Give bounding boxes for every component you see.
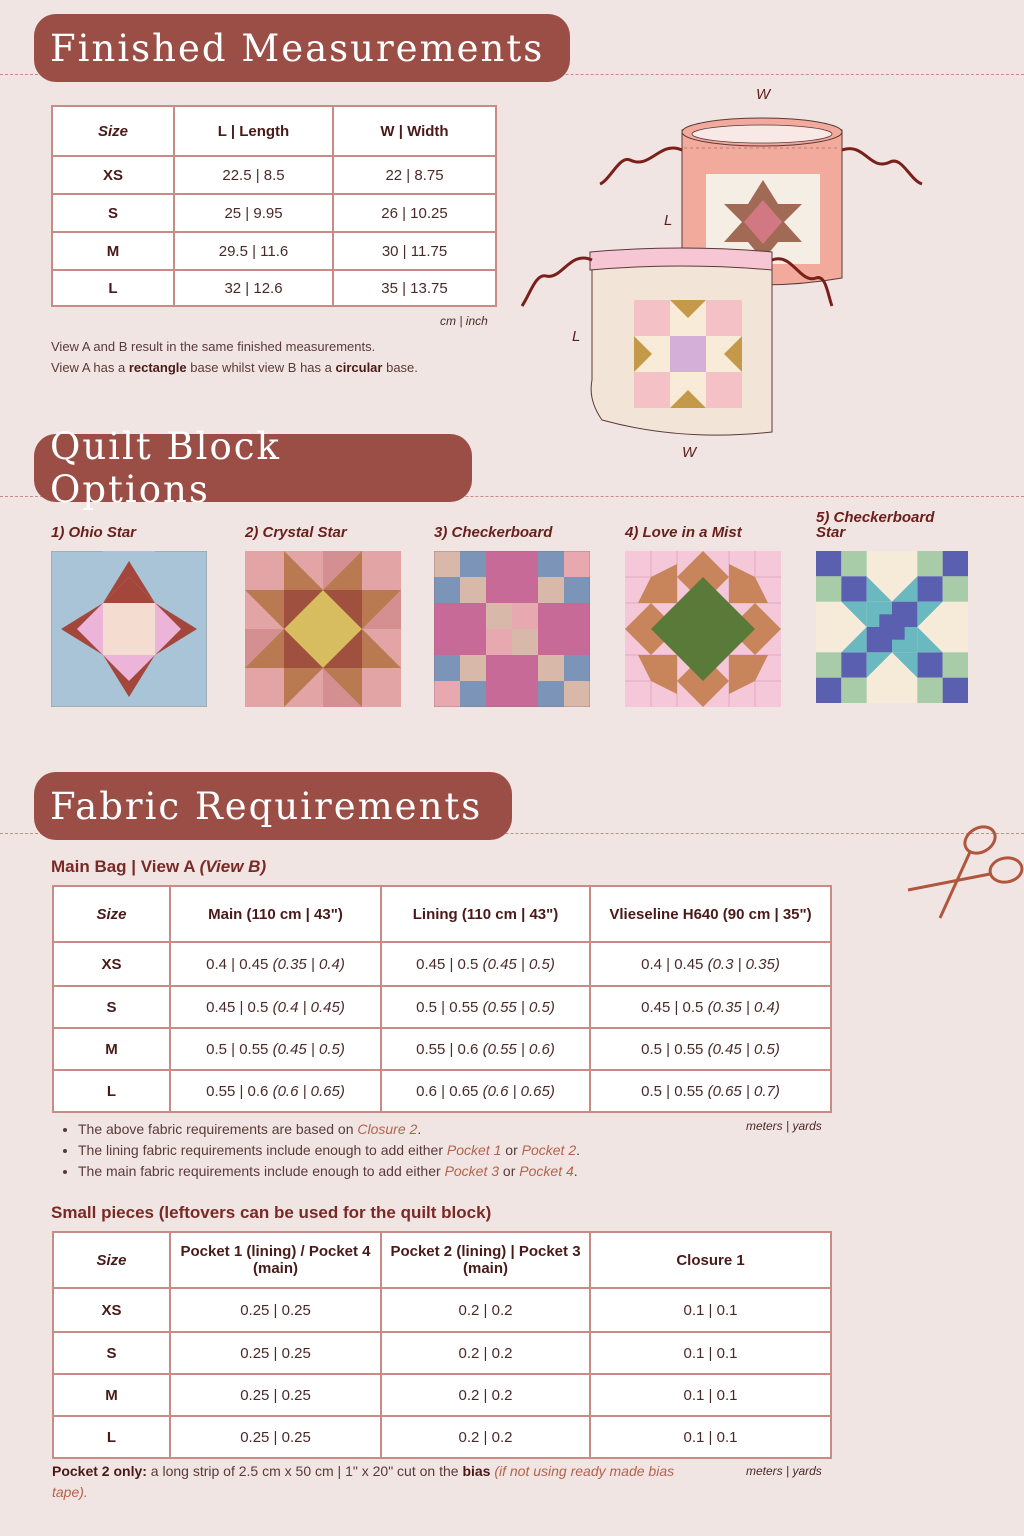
note-line-1: View A and B result in the same finished measurements. [51, 339, 376, 354]
size-cell: L [52, 270, 174, 306]
table-row [53, 1070, 831, 1112]
block-label: 2) Crystal Star [245, 524, 347, 541]
header-width: W | Width [333, 106, 496, 156]
note-text: . [417, 1121, 422, 1137]
vlieseline-cell [590, 986, 831, 1028]
lining-cell [381, 986, 590, 1028]
main-bag-title-view-b: (View B) [199, 857, 267, 876]
block-label: 1) Ohio Star [51, 524, 137, 541]
section-title-fabric: Fabric Requirements [34, 772, 512, 840]
note-text: base whilst view B has a [186, 360, 336, 375]
value-a: 0.4 | 0.45 [206, 955, 269, 973]
size-cell: M [52, 232, 174, 270]
checkerboard-star-block [816, 551, 968, 703]
section-title-finished: Finished Measurements [34, 14, 570, 82]
size-cell: M [53, 1374, 170, 1416]
size-cell: XS [52, 156, 174, 194]
pocket2-cell: 0.2 | 0.2 [381, 1288, 590, 1332]
table-row [53, 1332, 831, 1374]
size-cell: XS [53, 942, 170, 986]
closure1-cell: 0.1 | 0.1 [590, 1288, 831, 1332]
length-cell: 25 | 9.95 [174, 194, 333, 232]
value-a: 0.5 | 0.55 [641, 1082, 704, 1100]
note-text: . [576, 1142, 580, 1158]
scissors-icon [900, 818, 1024, 924]
size-cell: S [53, 1332, 170, 1374]
bag-label-w: W [682, 444, 697, 461]
value-b: (0.35 | 0.4) [707, 998, 780, 1016]
table-row [53, 942, 831, 986]
pocket1-cell: 0.25 | 0.25 [170, 1332, 381, 1374]
value-b: (0.55 | 0.6) [482, 1040, 555, 1058]
header-lining: Lining (110 cm | 43") [381, 886, 590, 942]
width-cell: 26 | 10.25 [333, 194, 496, 232]
value-b: (0.65 | 0.7) [707, 1082, 780, 1100]
pocket1-cell: 0.25 | 0.25 [170, 1288, 381, 1332]
main-cell [170, 986, 381, 1028]
header-size: Size [53, 1232, 170, 1288]
bag-label-l: L [664, 212, 673, 229]
list-item [78, 1161, 580, 1182]
pocket-link[interactable]: Pocket 1 [446, 1142, 502, 1158]
header-main: Main (110 cm | 43") [170, 886, 381, 942]
main-cell [170, 1070, 381, 1112]
footnote-bias: bias [462, 1463, 491, 1479]
note-bold: rectangle [128, 360, 187, 375]
bag-illustration [510, 80, 940, 470]
note-text: or [499, 1163, 520, 1179]
note-text: The above fabric requirements are based on [78, 1121, 358, 1137]
pocket-link[interactable]: Pocket 3 [444, 1163, 500, 1179]
value-a: 0.45 | 0.5 [641, 998, 704, 1016]
header-pocket1: Pocket 1 (lining) / Pocket 4 (main) [170, 1232, 381, 1288]
size-cell: M [53, 1028, 170, 1070]
width-cell: 30 | 11.75 [333, 232, 496, 270]
lining-cell [381, 1028, 590, 1070]
table-row [52, 156, 496, 194]
size-cell: S [52, 194, 174, 232]
pocket-link[interactable]: Pocket 2 [521, 1142, 577, 1158]
checkerboard-block [434, 551, 590, 707]
main-bag-title [51, 857, 266, 877]
table-row [53, 1028, 831, 1070]
vlieseline-cell [590, 1070, 831, 1112]
header-size: Size [53, 886, 170, 942]
length-cell: 29.5 | 11.6 [174, 232, 333, 270]
small-pieces-title: Small pieces (leftovers can be used for the quilt block) [51, 1203, 492, 1222]
small-pieces-table [52, 1231, 832, 1459]
value-b: (0.4 | 0.45) [272, 998, 345, 1016]
main-bag-title-text: Main Bag | View A [51, 857, 195, 876]
note-text: The main fabric requirements include enough to add either [78, 1163, 445, 1179]
bag-label-w: W [756, 86, 771, 103]
note-text: . [573, 1163, 578, 1179]
size-cell: S [53, 986, 170, 1028]
list-item [78, 1140, 580, 1161]
unit-note: cm | inch [440, 314, 488, 328]
size-cell: XS [53, 1288, 170, 1332]
closure1-cell: 0.1 | 0.1 [590, 1416, 831, 1458]
ohio-star-block [51, 551, 207, 707]
value-a: 0.55 | 0.6 [206, 1082, 269, 1100]
finished-note [51, 336, 418, 378]
value-a: 0.5 | 0.55 [641, 1040, 704, 1058]
width-cell: 35 | 13.75 [333, 270, 496, 306]
lining-cell [381, 942, 590, 986]
pocket2-cell: 0.2 | 0.2 [381, 1374, 590, 1416]
note-bold: circular [335, 360, 383, 375]
value-b: (0.35 | 0.4) [272, 955, 345, 973]
crystal-star-block [245, 551, 401, 707]
footnote-text: a long strip of 2.5 cm x 50 cm | 1" x 20" cut on the [146, 1463, 463, 1479]
pocket1-cell: 0.25 | 0.25 [170, 1374, 381, 1416]
pocket2-cell: 0.2 | 0.2 [381, 1332, 590, 1374]
table-row [53, 1416, 831, 1458]
footnote-bold: Pocket 2 only: [52, 1463, 147, 1479]
table-row [52, 194, 496, 232]
value-b: (0.55 | 0.5) [482, 998, 555, 1016]
footnote-note: (if not using ready made bias tape). [52, 1463, 675, 1500]
note-text: base. [382, 360, 418, 375]
value-a: 0.5 | 0.55 [416, 998, 479, 1016]
note-text: or [501, 1142, 522, 1158]
width-cell: 22 | 8.75 [333, 156, 496, 194]
main-bag-table [52, 885, 832, 1113]
size-cell: L [53, 1070, 170, 1112]
header-size: Size [52, 106, 174, 156]
value-a: 0.5 | 0.55 [206, 1040, 269, 1058]
note-line-2 [51, 357, 418, 378]
table-row [53, 1288, 831, 1332]
value-a: 0.4 | 0.45 [641, 955, 704, 973]
table-header-row [52, 106, 496, 156]
section-title-quilt: Quilt Block Options [34, 434, 472, 502]
block-label: 5) Checkerboard Star [816, 509, 935, 541]
size-cell: L [53, 1416, 170, 1458]
value-b: (0.45 | 0.5) [272, 1040, 345, 1058]
pocket-link[interactable]: Pocket 4 [519, 1163, 574, 1179]
value-b: (0.3 | 0.35) [707, 955, 780, 973]
table-row [52, 270, 496, 306]
value-a: 0.6 | 0.65 [416, 1082, 479, 1100]
value-a: 0.55 | 0.6 [416, 1040, 479, 1058]
note-text: View A has a [51, 360, 129, 375]
pocket1-cell: 0.25 | 0.25 [170, 1416, 381, 1458]
unit-note: meters | yards [746, 1119, 822, 1133]
header-closure1: Closure 1 [590, 1232, 831, 1288]
length-cell: 32 | 12.6 [174, 270, 333, 306]
closure-link[interactable]: Closure 2 [357, 1121, 418, 1137]
vlieseline-cell [590, 1028, 831, 1070]
list-item [78, 1119, 580, 1140]
block-label: 4) Love in a Mist [625, 524, 742, 541]
table-row [52, 232, 496, 270]
length-cell: 22.5 | 8.5 [174, 156, 333, 194]
closure1-cell: 0.1 | 0.1 [590, 1332, 831, 1374]
note-text: The lining fabric requirements include enough to add either [78, 1142, 447, 1158]
unit-note: meters | yards [746, 1464, 822, 1478]
value-a: 0.45 | 0.5 [416, 955, 479, 973]
value-b: (0.6 | 0.65) [272, 1082, 345, 1100]
value-a: 0.45 | 0.5 [206, 998, 269, 1016]
header-pocket2: Pocket 2 (lining) | Pocket 3 (main) [381, 1232, 590, 1288]
finished-table [51, 105, 497, 307]
value-b: (0.45 | 0.5) [482, 955, 555, 973]
love-in-a-mist-block [625, 551, 781, 707]
closure1-cell: 0.1 | 0.1 [590, 1374, 831, 1416]
header-vlieseline: Vlieseline H640 (90 cm | 35") [590, 886, 831, 942]
table-row [53, 986, 831, 1028]
block-label: 3) Checkerboard [434, 524, 553, 541]
table-header-row [53, 886, 831, 942]
vlieseline-cell [590, 942, 831, 986]
main-cell [170, 942, 381, 986]
value-b: (0.6 | 0.65) [482, 1082, 555, 1100]
lining-cell [381, 1070, 590, 1112]
pocket2-cell: 0.2 | 0.2 [381, 1416, 590, 1458]
fabric-notes-list [52, 1119, 580, 1182]
table-row [53, 1374, 831, 1416]
value-b: (0.45 | 0.5) [707, 1040, 780, 1058]
table-header-row [53, 1232, 831, 1288]
main-cell [170, 1028, 381, 1070]
bag-label-l: L [572, 328, 581, 345]
header-length: L | Length [174, 106, 333, 156]
pocket2-footnote [52, 1461, 692, 1503]
